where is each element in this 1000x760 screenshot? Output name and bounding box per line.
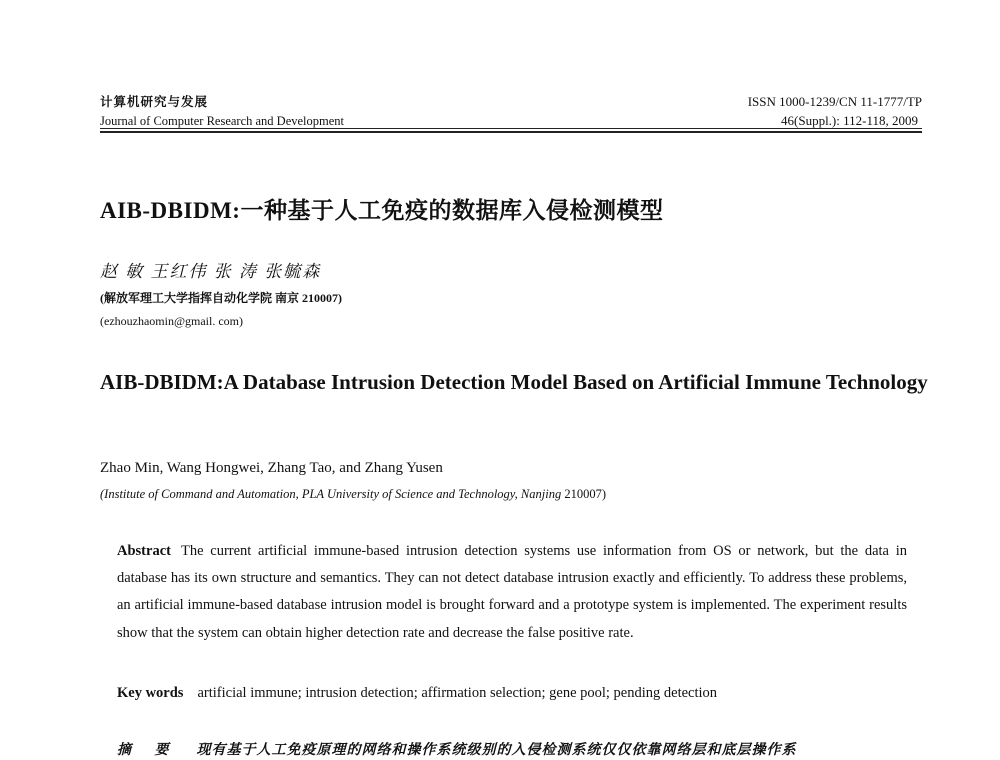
journal-name-en: Journal of Computer Research and Development xyxy=(100,114,345,128)
volume-info: 46(Suppl.): 112-118, 2009 xyxy=(781,113,918,128)
abstract-label: Abstract xyxy=(117,543,171,559)
abstract-cn-label: 摘 要 xyxy=(117,743,179,758)
authors-en: Zhao Min, Wang Hongwei, Zhang Tao, and Zhang Yusen xyxy=(100,460,443,476)
journal-header xyxy=(100,92,922,136)
author-email: (ezhouzhaomin@gmail. com) xyxy=(100,314,244,328)
keywords-label: Key words xyxy=(117,685,184,701)
paper-title-cn: AIB-DBIDM:一种基于人工免疫的数据库入侵检测模型 xyxy=(100,198,664,223)
keywords-text: artificial immune; intrusion detection; affirmation selection; gene pool; pending detection xyxy=(197,685,718,701)
affiliation-cn: (解放军理工大学指挥自动化学院 南京 210007) xyxy=(100,291,342,305)
abstract-en xyxy=(117,538,907,647)
authors-cn: 赵 敏 王红伟 张 涛 张毓森 xyxy=(100,262,322,281)
keywords-en xyxy=(117,685,917,702)
paper-title-en: AIB-DBIDM:A Database Intrusion Detection Model Based on Artificial Immune Technology xyxy=(100,370,928,394)
journal-name-cn: 计算机研究与发展 xyxy=(100,95,209,109)
abstract-text: The current artificial immune-based intrusion detection systems use information from OS or network, but the data in database has its own structure and semantics. They can not detect database intrusion exactly and efficiently. To address these problems, an artificial immune-based database intrusion model is brought forward and a prototype system is implemented. The experiment results show that the system can obtain higher detection rate and decrease the false positive rate. xyxy=(117,543,907,641)
abstract-cn-text: 现有基于人工免疫原理的网络和操作系统级别的入侵检测系统仅仅依靠网络层和底层操作系 xyxy=(196,743,797,758)
affiliation-postcode: 210007) xyxy=(564,487,606,501)
affiliation-institution: (Institute of Command and Automation, PLA University of Science and Technology, Nanjing xyxy=(100,487,562,501)
header-rule-thick xyxy=(100,131,922,133)
abstract-cn xyxy=(117,739,797,759)
issn: ISSN 1000-1239/CN 11-1777/TP xyxy=(747,94,922,109)
header-rule-thin xyxy=(100,128,922,129)
affiliation-en xyxy=(100,487,606,502)
